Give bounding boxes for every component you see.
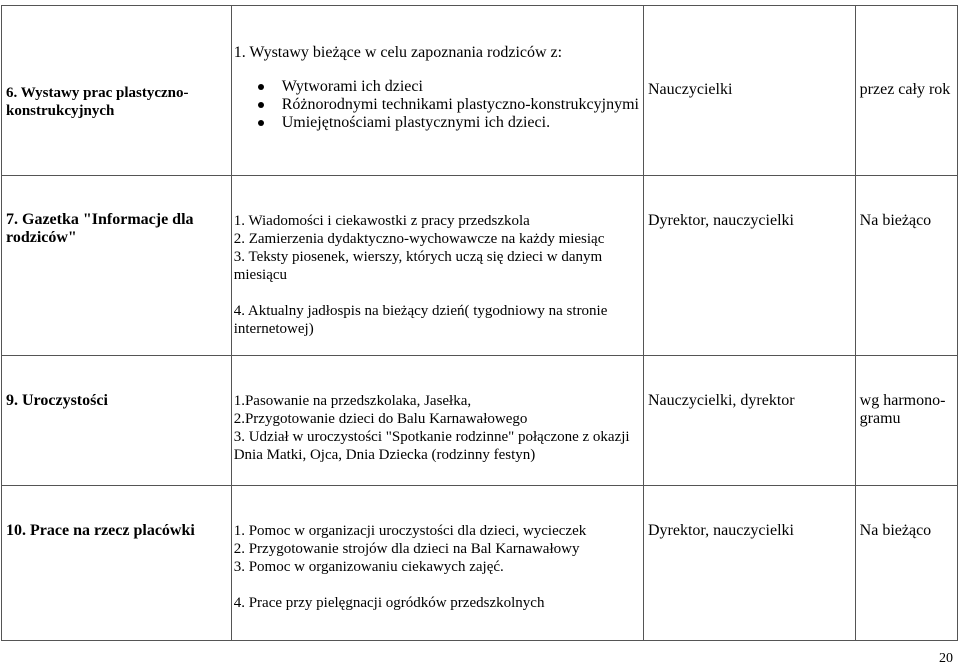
activity-title: 9. Uroczystości (6, 392, 108, 409)
list-item: 4. Aktualny jadłospis na bieżący dzień( tygodniowy na stronie internetowej) (233, 303, 608, 337)
responsible-cell (644, 356, 856, 486)
activity-title: 10. Prace na rzecz placówki (6, 522, 195, 539)
activities-table (1, 5, 958, 641)
term-text: przez cały rok (859, 81, 951, 98)
list-item: 3. Teksty piosenek, wierszy, których uczą się dzieci w danym miesiącu (233, 249, 603, 283)
activity-details-cell (231, 176, 643, 356)
table-row (2, 176, 958, 356)
bullet-icon (258, 102, 264, 108)
term-text: wg harmono-gramu (859, 392, 946, 427)
term-text: Na bieżąco (859, 212, 932, 229)
responsible-text: Dyrektor, nauczycielki (648, 522, 794, 539)
term-cell (855, 6, 957, 176)
table-row (2, 356, 958, 486)
intro-text: 1. Wystawy bieżące w celu zapoznania rodziców z: (233, 44, 563, 61)
activity-details-cell (231, 486, 643, 641)
activity-title-cell (2, 356, 232, 486)
activity-details-cell (231, 356, 643, 486)
responsible-text: Nauczycielki, dyrektor (648, 392, 795, 409)
list-item: 2. Zamierzenia dydaktyczno-wychowawcze na każdy miesiąc (233, 231, 605, 247)
term-cell (855, 356, 957, 486)
list-item: 1. Wiadomości i ciekawostki z pracy przedszkola (233, 213, 530, 229)
list-item: Wytworami ich dzieci (234, 78, 643, 96)
activity-title-cell (2, 6, 232, 176)
activity-title-cell (2, 176, 232, 356)
bullet-icon (258, 120, 264, 126)
activity-title: 6. Wystawy prac plastyczno-konstrukcyjnych (6, 85, 189, 119)
table-row (2, 6, 958, 176)
table-row (2, 486, 958, 641)
bullet-list (234, 78, 643, 132)
term-text: Na bieżąco (859, 522, 932, 539)
responsible-cell (644, 486, 856, 641)
page-number: 20 (939, 651, 953, 666)
responsible-text: Nauczycielki (648, 81, 733, 98)
term-cell (855, 176, 957, 356)
responsible-cell (644, 176, 856, 356)
list-item: 1. Pomoc w organizacji uroczystości dla dzieci, wycieczek (233, 523, 587, 539)
list-item: Różnorodnymi technikami plastyczno-konstrukcyjnymi (234, 96, 643, 114)
list-item: Umiejętnościami plastycznymi ich dzieci. (234, 114, 643, 132)
bullet-icon (258, 84, 264, 90)
list-item: 3. Udział w uroczystości "Spotkanie rodzinne" połączone z okazji Dnia Matki, Ojca, Dnia Dziecka (rodzinny festyn) (233, 429, 630, 463)
term-cell (855, 486, 957, 641)
activity-details-cell (231, 6, 643, 176)
activity-title: 7. Gazetka "Informacje dla rodziców" (6, 211, 194, 246)
list-item: 4. Prace przy pielęgnacji ogródków przedszkolnych (233, 595, 545, 611)
activity-title-cell (2, 486, 232, 641)
responsible-text: Dyrektor, nauczycielki (648, 212, 794, 229)
list-item: 1.Pasowanie na przedszkolaka, Jasełka, (233, 393, 472, 409)
list-item: 2.Przygotowanie dzieci do Balu Karnawałowego (233, 411, 528, 427)
list-item: 2. Przygotowanie strojów dla dzieci na Bal Karnawałowy (233, 541, 580, 557)
responsible-cell (644, 6, 856, 176)
list-item: 3. Pomoc w organizowaniu ciekawych zajęć. (233, 559, 504, 575)
